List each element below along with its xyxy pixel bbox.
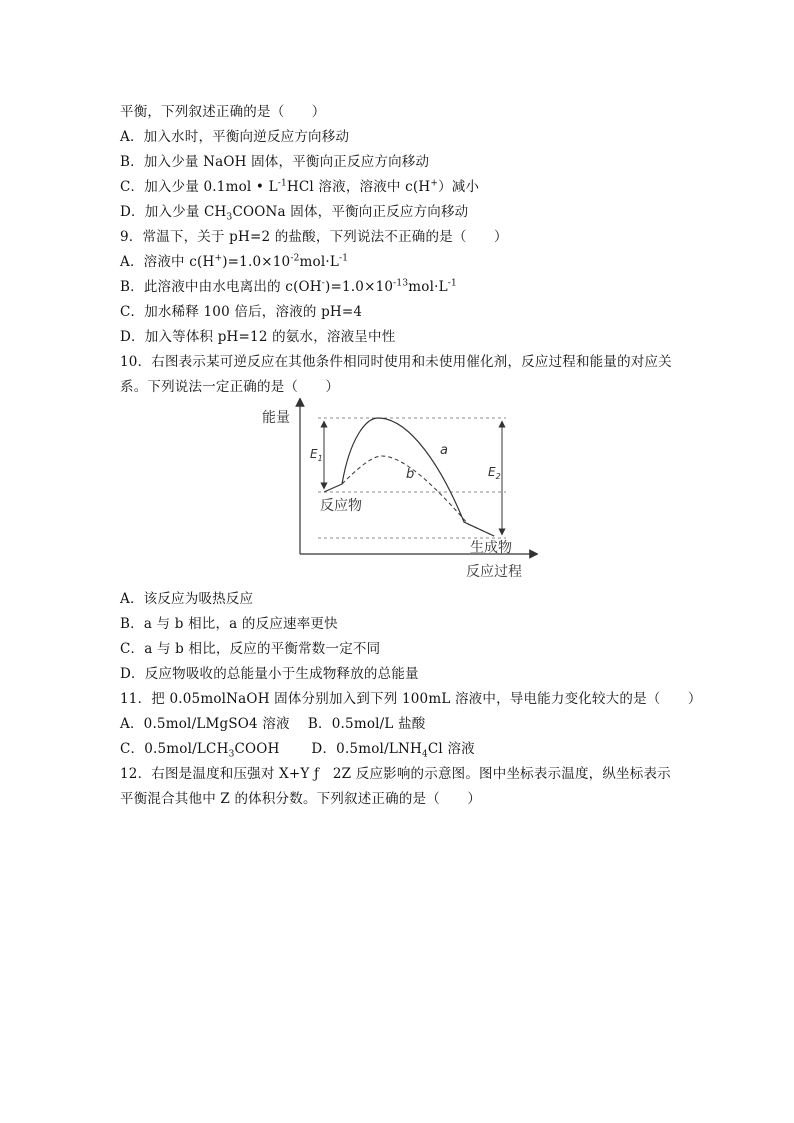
superscript: + xyxy=(214,253,223,264)
subscript: 3 xyxy=(226,212,233,223)
text-segment: mol·L xyxy=(299,254,340,270)
text-line xyxy=(120,178,479,196)
text-segment: A．溶液中 c(H xyxy=(120,254,215,270)
text-segment: C．加入少量 0.1mol • L xyxy=(120,179,278,195)
text-line xyxy=(120,228,508,246)
text-segment: 系。下列说法一定正确的是（ ） xyxy=(120,379,340,395)
text-segment: 9．常温下，关于 pH=2 的盐酸，下列说法不正确的是（ ） xyxy=(120,229,508,245)
text-segment: )=1.0×10 xyxy=(222,254,291,270)
text-line xyxy=(120,328,395,346)
subscript: 3 xyxy=(228,749,235,760)
y-axis-label: 能量 xyxy=(262,410,290,426)
text-segment: B．加入少量 NaOH 固体，平衡向正反应方向移动 xyxy=(120,154,430,170)
text-segment: HCl 溶液，溶液中 c(H xyxy=(286,179,431,195)
superscript: -1 xyxy=(447,278,457,289)
superscript: + xyxy=(430,178,439,189)
text-line xyxy=(120,665,419,683)
text-segment: )=1.0×10 xyxy=(325,279,394,295)
text-line xyxy=(120,765,671,783)
curve-b xyxy=(342,456,494,536)
text-segment: ）减小 xyxy=(438,179,480,195)
text-segment: C．加水稀释 100 倍后，溶液的 pH=4 xyxy=(120,304,363,320)
text-segment: 10．右图表示某可逆反应在其他条件相同时使用和未使用催化剂，反应过程和能量的对应关 xyxy=(120,354,672,370)
text-line xyxy=(120,303,362,321)
text-segment: D．加入等体积 pH=12 的氨水，溶液呈中性 xyxy=(120,329,396,345)
subscript: 4 xyxy=(421,749,428,760)
e2-label: $E_2$ xyxy=(488,465,501,481)
text-segment: Cl 溶液 xyxy=(427,741,475,757)
text-segment: B．此溶液中由水电离出的 c(OH xyxy=(120,279,322,295)
e1-label: $E_1$ xyxy=(310,447,323,463)
text-line xyxy=(120,790,481,808)
text-segment: A．加入水时，平衡向逆反应方向移动 xyxy=(120,129,350,145)
text-line xyxy=(120,153,429,171)
text-segment: D．加入少量 CH xyxy=(120,204,227,220)
text-line xyxy=(120,353,672,371)
text-line xyxy=(120,615,338,633)
text-line xyxy=(120,590,253,608)
superscript: -13 xyxy=(393,278,409,289)
curve-a-label: a xyxy=(440,443,448,458)
text-line xyxy=(120,128,349,146)
text-segment: 12．右图是温度和压强对 X+Y ƒ 2Z 反应影响的示意图。图中坐标表示温度，纵坐标表示 xyxy=(120,766,671,782)
text-line xyxy=(120,640,380,658)
text-segment: C．a 与 b 相比，反应的平衡常数一定不同 xyxy=(120,641,381,657)
text-line xyxy=(120,740,475,758)
text-segment: COOH D．0.5mol/LNH xyxy=(234,741,422,757)
energy-profile-diagram xyxy=(258,398,538,582)
text-line xyxy=(120,715,425,733)
text-segment: 11．把 0.05molNaOH 固体分别加入到下列 100mL 溶液中，导电能力变化较大的是（ ） xyxy=(120,691,702,707)
text-line xyxy=(120,103,326,121)
text-line xyxy=(120,203,468,221)
text-segment: D．反应物吸收的总能量小于生成物释放的总能量 xyxy=(120,666,419,682)
text-segment: mol·L xyxy=(408,279,448,295)
text-line xyxy=(120,253,348,271)
product-label: 生成物 xyxy=(470,540,512,556)
reactant-label: 反应物 xyxy=(320,498,362,514)
text-segment: B．a 与 b 相比，a 的反应速率更快 xyxy=(120,616,338,632)
text-line xyxy=(120,278,457,296)
text-segment: 平衡混合其他中 Z 的体积分数。下列叙述正确的是（ ） xyxy=(120,791,482,807)
text-segment: A．0.5mol/LMgSO4 溶液 B．0.5mol/L 盐酸 xyxy=(120,716,426,732)
superscript: -1 xyxy=(277,178,287,189)
text-segment: C．0.5mol/LCH xyxy=(120,741,229,757)
text-line xyxy=(120,378,339,396)
text-segment: COONa 固体，平衡向正反应方向移动 xyxy=(232,204,469,220)
x-axis-label: 反应过程 xyxy=(466,564,522,580)
superscript: -1 xyxy=(339,253,349,264)
text-line xyxy=(120,690,702,708)
superscript: -2 xyxy=(290,253,300,264)
text-segment: A．该反应为吸热反应 xyxy=(120,591,254,607)
text-segment: 平衡，下列叙述正确的是（ ） xyxy=(120,104,326,120)
curve-b-label: b xyxy=(406,467,415,482)
superscript: - xyxy=(321,278,326,289)
